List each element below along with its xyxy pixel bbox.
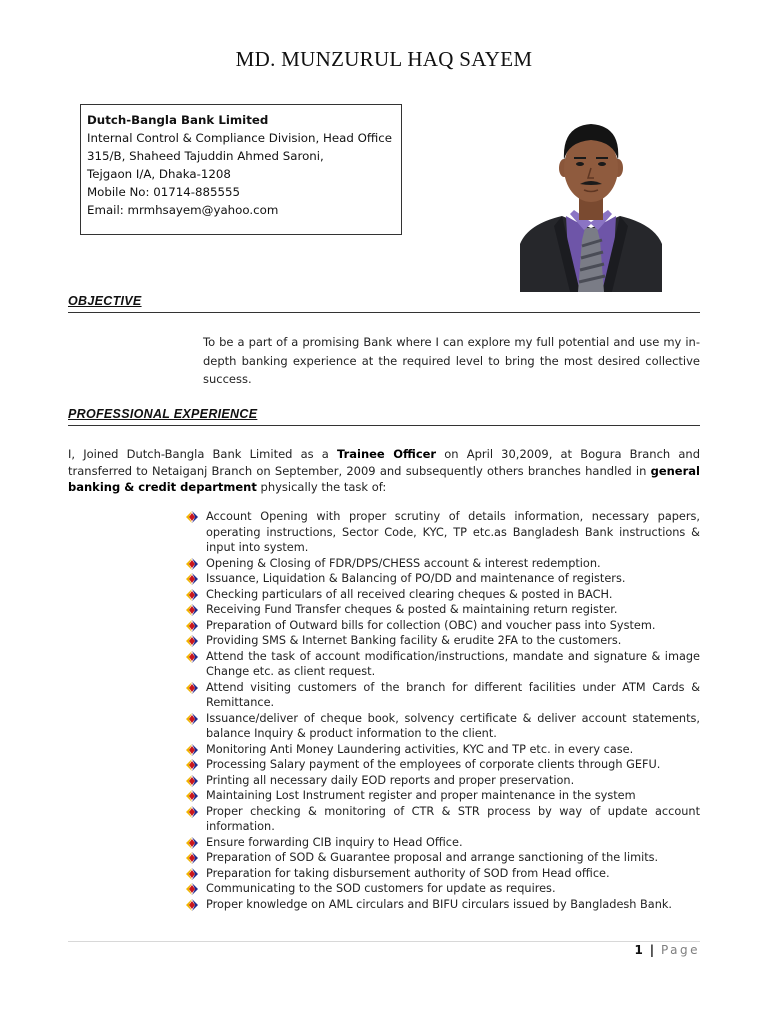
arrow-bullet-icon bbox=[186, 790, 198, 802]
duty-item bbox=[186, 804, 700, 835]
arrow-bullet-icon bbox=[186, 806, 198, 818]
arrow-bullet-icon bbox=[186, 651, 198, 663]
duty-text: Opening & Closing of FDR/DPS/CHESS account & interest redemption. bbox=[206, 556, 601, 570]
objective-text: To be a part of a promising Bank where I can explore my full potential and use my in-depth banking experience at the required level to bring the most desired collective success. bbox=[203, 335, 700, 386]
duty-item bbox=[186, 618, 700, 634]
duty-item bbox=[186, 835, 700, 851]
intro-part-3: physically the task of: bbox=[256, 480, 387, 494]
duty-item bbox=[186, 866, 700, 882]
arrow-bullet-icon bbox=[186, 589, 198, 601]
arrow-bullet-icon bbox=[186, 682, 198, 694]
resume-name: MD. MUNZURUL HAQ SAYEM bbox=[235, 47, 533, 71]
page-separator: | bbox=[649, 943, 655, 957]
arrow-bullet-icon bbox=[186, 852, 198, 864]
duty-text: Monitoring Anti Money Laundering activities, KYC and TP etc. in every case. bbox=[206, 742, 634, 756]
profile-photo bbox=[520, 116, 662, 292]
arrow-bullet-icon bbox=[186, 868, 198, 880]
duty-text: Account Opening with proper scrutiny of details information, necessary papers, operating instructions, Sector Code, KYC, TP etc.as Bangladesh Bank instructions & input into system. bbox=[206, 510, 700, 554]
duty-item bbox=[186, 509, 700, 556]
duty-text: Attend the task of account modification/instructions, mandate and signature & image Change etc. as client request. bbox=[206, 649, 700, 678]
contact-division: Internal Control & Compliance Division, Head Office bbox=[87, 131, 393, 145]
arrow-bullet-icon bbox=[186, 604, 198, 616]
duty-item bbox=[186, 711, 700, 742]
duty-text: Attend visiting customers of the branch for different facilities under ATM Cards & Remittance. bbox=[206, 680, 700, 709]
contact-email: Email: mrmhsayem@yahoo.com bbox=[87, 203, 279, 217]
duty-text: Preparation of Outward bills for collection (OBC) and voucher pass into System. bbox=[206, 618, 656, 632]
arrow-bullet-icon bbox=[186, 883, 198, 895]
duty-item bbox=[186, 897, 700, 913]
page-footer bbox=[500, 943, 700, 957]
duty-item bbox=[186, 556, 700, 572]
duty-text: Processing Salary payment of the employees of corporate clients through GEFU. bbox=[206, 758, 661, 771]
arrow-bullet-icon bbox=[186, 635, 198, 647]
duty-text: Proper checking & monitoring of CTR & STR process by way of update account information. bbox=[206, 804, 700, 833]
page-number: 1 bbox=[634, 943, 643, 957]
intro-part-2: on April 30,2009, at Bogura Branch and transferred to Netaiganj Branch on September, 2009 and subsequently others branches handled in bbox=[68, 447, 700, 478]
duty-item bbox=[186, 742, 700, 758]
arrow-bullet-icon bbox=[186, 899, 198, 911]
arrow-bullet-icon bbox=[186, 573, 198, 585]
experience-heading: PROFESSIONAL EXPERIENCE bbox=[68, 407, 700, 426]
experience-intro bbox=[68, 446, 700, 496]
contact-mobile: Mobile No: 01714-885555 bbox=[87, 185, 241, 199]
arrow-bullet-icon bbox=[186, 759, 198, 771]
duty-text: Preparation of SOD & Guarantee proposal and arrange sanctioning of the limits. bbox=[206, 851, 659, 864]
contact-address-2: Tejgaon I/A, Dhaka-1208 bbox=[87, 167, 231, 181]
page-word: Page bbox=[660, 943, 700, 957]
arrow-bullet-icon bbox=[186, 837, 198, 849]
duty-text: Communicating to the SOD customers for update as requires. bbox=[206, 882, 556, 895]
intro-title: Trainee Officer bbox=[336, 447, 437, 461]
duty-text: Receiving Fund Transfer cheques & posted & maintaining return register. bbox=[206, 603, 618, 616]
duty-text: Issuance, Liquidation & Balancing of PO/DD and maintenance of registers. bbox=[206, 572, 626, 585]
duty-text: Printing all necessary daily EOD reports and proper preservation. bbox=[206, 773, 575, 787]
duty-text: Proper knowledge on AML circulars and BIFU circulars issued by Bangladesh Bank. bbox=[206, 897, 673, 911]
duty-text: Ensure forwarding CIB inquiry to Head Office. bbox=[206, 835, 463, 849]
contact-address-1: 315/B, Shaheed Tajuddin Ahmed Saroni, bbox=[87, 149, 324, 163]
footer-divider bbox=[68, 941, 700, 942]
duty-text: Providing SMS & Internet Banking facility & erudite 2FA to the customers. bbox=[206, 634, 622, 647]
arrow-bullet-icon bbox=[186, 558, 198, 570]
duties-list bbox=[186, 509, 700, 912]
objective-heading: OBJECTIVE bbox=[68, 294, 700, 313]
duty-item bbox=[186, 773, 700, 789]
arrow-bullet-icon bbox=[186, 775, 198, 787]
arrow-bullet-icon bbox=[186, 620, 198, 632]
duty-item bbox=[186, 680, 700, 711]
arrow-bullet-icon bbox=[186, 713, 198, 725]
duty-item bbox=[186, 571, 700, 587]
arrow-bullet-icon bbox=[186, 511, 198, 523]
duty-item bbox=[186, 649, 700, 680]
contact-box bbox=[80, 104, 402, 235]
duty-item bbox=[186, 850, 700, 866]
duty-text: Preparation for taking disbursement authority of SOD from Head office. bbox=[206, 866, 610, 880]
duty-text: Maintaining Lost Instrument register and proper maintenance in the system bbox=[206, 789, 636, 802]
intro-department: general banking & credit department bbox=[68, 463, 700, 494]
arrow-bullet-icon bbox=[186, 744, 198, 756]
duty-item bbox=[186, 757, 700, 773]
intro-part-1: I, Joined Dutch-Bangla Bank Limited as a bbox=[68, 447, 337, 461]
duty-item bbox=[186, 587, 700, 603]
duty-item bbox=[186, 788, 700, 804]
profile-photo-illustration bbox=[520, 116, 662, 292]
contact-bank: Dutch-Bangla Bank Limited bbox=[87, 113, 269, 127]
duty-item bbox=[186, 602, 700, 618]
duty-item bbox=[186, 633, 700, 649]
duty-item bbox=[186, 881, 700, 897]
duty-text: Checking particulars of all received clearing cheques & posted in BACH. bbox=[206, 587, 613, 601]
duty-text: Issuance/deliver of cheque book, solvency certificate & deliver account statements, balance Inquiry & product information to the client. bbox=[206, 711, 700, 740]
